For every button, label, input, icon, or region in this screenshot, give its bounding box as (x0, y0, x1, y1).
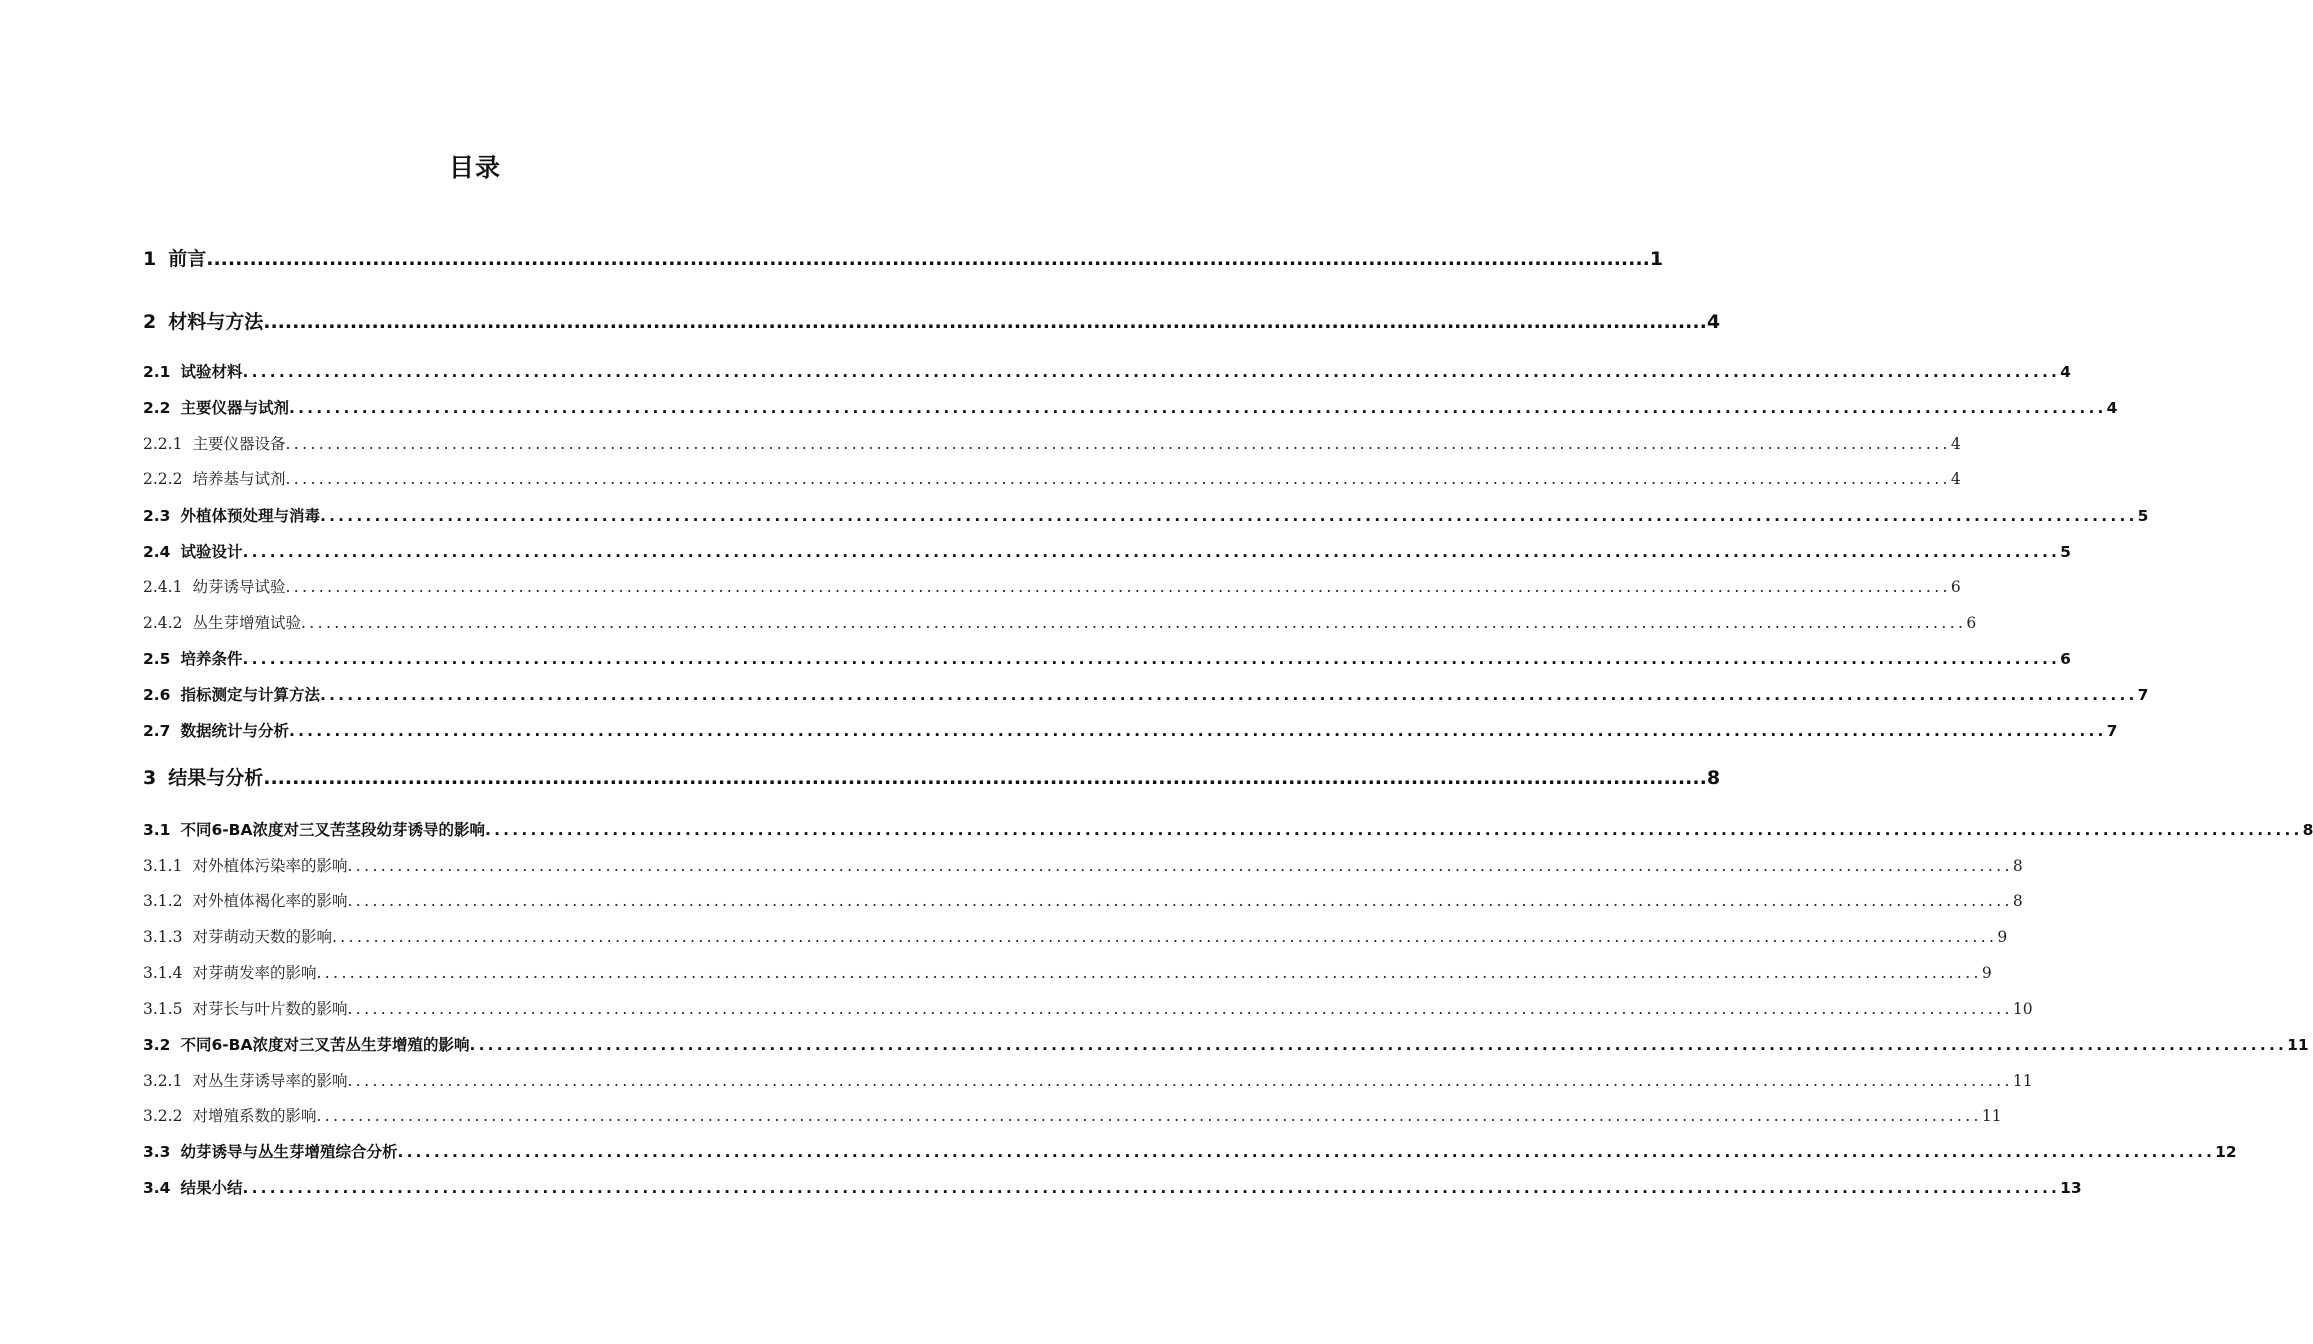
toc-entry[interactable] (143, 575, 1961, 597)
toc-entry-page: 5 (2060, 543, 2071, 561)
toc-entry[interactable] (143, 467, 1961, 489)
page-title: 目录 (448, 153, 501, 182)
toc-entry-label: 丛生芽增殖试验 (192, 614, 301, 632)
toc-entry-label: 对外植体污染率的影响 (192, 857, 348, 875)
toc-entry[interactable] (143, 432, 1961, 454)
toc-entry-number: 2.4.1 (143, 578, 183, 596)
toc-entry[interactable] (143, 1140, 2237, 1162)
toc-entry-page: 11 (1981, 1107, 2002, 1125)
toc-entry-page: 6 (1966, 614, 1977, 632)
toc-entry-number: 2.2.1 (143, 435, 183, 453)
toc-entry-label: 对外植体褐化率的影响 (192, 892, 348, 910)
toc-entry-label: 结果小结 (180, 1179, 243, 1197)
toc-entry[interactable] (143, 360, 2071, 382)
toc-leader-dots: ........................................................................................................................................................................................................ (319, 686, 2138, 704)
toc-entry-label: 主要仪器设备 (192, 435, 286, 453)
toc-entry[interactable] (143, 854, 2023, 876)
toc-entry[interactable] (143, 1069, 2033, 1091)
toc-entry[interactable] (143, 647, 2071, 669)
toc-leader-dots: ........................................................................................................................................................................................................ (300, 614, 1967, 632)
toc-entry[interactable] (143, 889, 2023, 911)
toc-entry-number: 2 (143, 311, 157, 333)
toc-leader-dots: ........................................................................................................................................................................................................ (331, 928, 1998, 946)
toc-leader-dots: ........................................................................................................................................................................................................ (263, 767, 1707, 789)
toc-leader-dots: ........................................................................................................................................................................................................ (288, 722, 2107, 740)
toc-entry-label: 培养条件 (180, 650, 243, 668)
toc-entry-number: 2.2.2 (143, 470, 183, 488)
toc-entry-page: 12 (2215, 1143, 2237, 1161)
toc-entry-number: 3 (143, 767, 157, 789)
toc-entry-label: 对增殖系数的影响 (192, 1107, 317, 1125)
toc-leader-dots: ........................................................................................................................................................................................................ (347, 892, 2013, 910)
toc-entry-label: 不同6-BA浓度对三叉苦茎段幼芽诱导的影响 (180, 821, 485, 839)
toc-entry-number: 3.1.3 (143, 928, 183, 946)
toc-entry-number: 2.1 (143, 363, 171, 381)
toc-entry-page: 11 (2012, 1072, 2033, 1090)
toc-leader-dots: ........................................................................................................................................................................................................ (397, 1143, 2216, 1161)
toc-entry-number: 3.4 (143, 1179, 171, 1197)
toc-entry-page: 9 (1997, 928, 2008, 946)
toc-leader-dots: ........................................................................................................................................................................................................ (316, 1107, 1982, 1125)
toc-entry-page: 6 (1950, 578, 1961, 596)
toc-entry-page: 4 (2060, 363, 2071, 381)
toc-entry-number: 3.1.2 (143, 892, 183, 910)
toc-leader-dots: ........................................................................................................................................................................................................ (242, 363, 2061, 381)
toc-entry-page: 8 (2302, 821, 2313, 839)
toc-entry-number: 3.1 (143, 821, 171, 839)
toc-leader-dots: ........................................................................................................................................................................................................ (485, 821, 2303, 839)
toc-leader-dots: ........................................................................................................................................................................................................ (288, 399, 2107, 417)
toc-entry[interactable] (143, 961, 1992, 983)
toc-entry[interactable] (143, 396, 2118, 418)
toc-entry-label: 材料与方法 (168, 311, 264, 333)
toc-leader-dots: ........................................................................................................................................................................................................ (263, 311, 1707, 333)
toc-entry-label: 幼芽诱导试验 (192, 578, 286, 596)
toc-entry-label: 外植体预处理与消毒 (180, 507, 320, 525)
toc-leader-dots: ........................................................................................................................................................................................................ (319, 507, 2138, 525)
toc-entry-page: 4 (1706, 311, 1721, 333)
toc-leader-dots: ........................................................................................................................................................................................................ (347, 1000, 2013, 1018)
toc-entry[interactable] (143, 763, 1721, 790)
toc-entry[interactable] (143, 244, 1664, 271)
toc-leader-dots: ........................................................................................................................................................................................................ (316, 964, 1982, 982)
toc-leader-dots: ........................................................................................................................................................................................................ (206, 248, 1650, 270)
toc-entry-label: 试验设计 (180, 543, 243, 561)
toc-entry-page: 9 (1981, 964, 1992, 982)
toc-entry-page: 4 (2106, 399, 2118, 417)
toc-entry-page: 13 (2060, 1179, 2082, 1197)
toc-leader-dots: ........................................................................................................................................................................................................ (242, 543, 2061, 561)
toc-entry-number: 3.1.4 (143, 964, 183, 982)
toc-entry-page: 7 (2137, 686, 2149, 704)
toc-entry-number: 2.7 (143, 722, 171, 740)
toc-entry[interactable] (143, 540, 2071, 562)
toc-entry-label: 主要仪器与试剂 (180, 399, 289, 417)
toc-entry-number: 1 (143, 248, 157, 270)
toc-leader-dots: ........................................................................................................................................................................................................ (242, 650, 2061, 668)
toc-entry-label: 前言 (168, 248, 207, 270)
toc-entry-number: 3.3 (143, 1143, 171, 1161)
toc-entry-label: 试验材料 (180, 363, 243, 381)
toc-entry-page: 10 (2012, 1000, 2033, 1018)
toc-entry-page: 11 (2287, 1036, 2309, 1054)
toc-entry[interactable] (143, 683, 2149, 705)
toc-entry-page: 8 (2012, 857, 2023, 875)
toc-entry-label: 幼芽诱导与丛生芽增殖综合分析 (180, 1143, 398, 1161)
toc-leader-dots: ........................................................................................................................................................................................................ (347, 857, 2013, 875)
toc-leader-dots: ........................................................................................................................................................................................................ (347, 1072, 2013, 1090)
toc-leader-dots: ........................................................................................................................................................................................................ (285, 470, 1951, 488)
toc-entry[interactable] (143, 1176, 2082, 1198)
toc-entry-number: 2.3 (143, 507, 171, 525)
toc-entry[interactable] (143, 719, 2118, 741)
toc-entry-label: 对芽萌动天数的影响 (192, 928, 332, 946)
toc-entry[interactable] (143, 925, 2008, 947)
toc-entry-label: 培养基与试剂 (192, 470, 286, 488)
toc-leader-dots: ........................................................................................................................................................................................................ (285, 435, 1951, 453)
toc-entry-page: 8 (1706, 767, 1721, 789)
toc-entry-page: 4 (1950, 435, 1961, 453)
toc-entry-label: 数据统计与分析 (180, 722, 289, 740)
toc-entry-label: 对芽长与叶片数的影响 (192, 1000, 348, 1018)
toc-entry[interactable] (143, 611, 1977, 633)
toc-entry-number: 3.2 (143, 1036, 171, 1054)
toc-entry-number: 3.1.5 (143, 1000, 183, 1018)
toc-entry-number: 2.4.2 (143, 614, 183, 632)
toc-leader-dots: ........................................................................................................................................................................................................ (242, 1179, 2061, 1197)
toc-entry-label: 对芽萌发率的影响 (192, 964, 317, 982)
toc-entry-label: 不同6-BA浓度对三叉苦丛生芽增殖的影响 (180, 1036, 470, 1054)
toc-entry[interactable] (143, 1104, 2002, 1126)
toc-entry-page: 7 (2106, 722, 2118, 740)
toc-entry-number: 3.1.1 (143, 857, 183, 875)
toc-entry-page: 6 (2060, 650, 2071, 668)
toc-entry-label: 对丛生芽诱导率的影响 (192, 1072, 348, 1090)
toc-entry-number: 2.2 (143, 399, 171, 417)
toc-entry-label: 指标测定与计算方法 (180, 686, 320, 704)
toc-entry[interactable] (143, 818, 2313, 840)
toc-leader-dots: ........................................................................................................................................................................................................ (469, 1036, 2288, 1054)
toc-entry-number: 3.2.1 (143, 1072, 183, 1090)
toc-entry-number: 2.4 (143, 543, 171, 561)
toc-entry-number: 2.5 (143, 650, 171, 668)
toc-entry-page: 8 (2012, 892, 2023, 910)
toc-entry-number: 2.6 (143, 686, 171, 704)
toc-entry-page: 5 (2137, 507, 2149, 525)
toc-entry[interactable] (143, 1033, 2309, 1055)
toc-leader-dots: ........................................................................................................................................................................................................ (285, 578, 1951, 596)
toc-entry[interactable] (143, 997, 2033, 1019)
toc-entry-page: 1 (1649, 248, 1664, 270)
toc-entry-label: 结果与分析 (168, 767, 264, 789)
toc-entry-number: 3.2.2 (143, 1107, 183, 1125)
toc-entry[interactable] (143, 504, 2149, 526)
toc-entry[interactable] (143, 307, 1721, 334)
toc-entry-page: 4 (1950, 470, 1961, 488)
